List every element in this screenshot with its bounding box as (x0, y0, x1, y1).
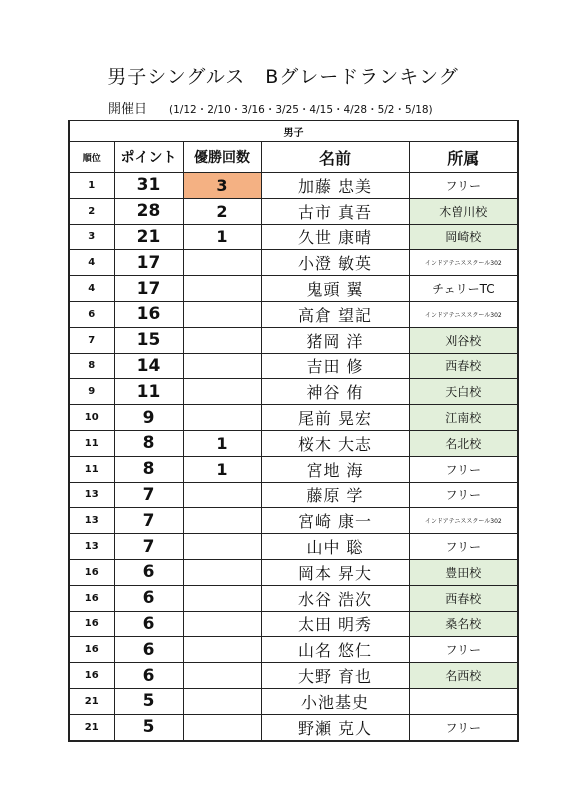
name-cell: 久世 康晴 (261, 224, 409, 250)
points-cell: 16 (114, 301, 183, 327)
table-row (69, 250, 518, 276)
name-cell: 神谷 侑 (261, 379, 409, 405)
rank-cell: 16 (69, 663, 114, 689)
club-cell: 西春校 (409, 585, 518, 611)
table-row (69, 688, 518, 714)
rank-cell: 16 (69, 637, 114, 663)
event-dates-list: (1/12・2/10・3/16・3/25・4/15・4/28・5/2・5/18) (169, 104, 433, 116)
club-cell: 名西校 (409, 663, 518, 689)
points-cell: 28 (114, 198, 183, 224)
rank-cell: 7 (69, 327, 114, 353)
club-cell: 岡崎校 (409, 224, 518, 250)
club-cell: 天白校 (409, 379, 518, 405)
rank-cell: 9 (69, 379, 114, 405)
table-row (69, 456, 518, 482)
table-row (69, 301, 518, 327)
ranking-table (68, 120, 519, 742)
points-cell: 6 (114, 637, 183, 663)
club-cell: チェリーTC (409, 276, 518, 302)
wins-cell (183, 353, 261, 379)
rank-cell: 21 (69, 714, 114, 740)
event-dates-label: 開催日 (108, 102, 148, 117)
table-row (69, 173, 518, 199)
points-cell: 8 (114, 456, 183, 482)
wins-cell (183, 688, 261, 714)
wins-cell (183, 534, 261, 560)
table-row (69, 663, 518, 689)
points-cell: 14 (114, 353, 183, 379)
rank-cell: 13 (69, 534, 114, 560)
points-cell: 21 (114, 224, 183, 250)
points-cell: 6 (114, 559, 183, 585)
rank-cell: 16 (69, 585, 114, 611)
rank-cell: 16 (69, 559, 114, 585)
wins-cell: 3 (183, 173, 261, 199)
name-cell: 藤原 学 (261, 482, 409, 508)
table-row (69, 508, 518, 534)
name-cell: 加藤 忠美 (261, 173, 409, 199)
wins-cell: 1 (183, 430, 261, 456)
points-cell: 7 (114, 508, 183, 534)
table-row (69, 276, 518, 302)
wins-cell: 1 (183, 224, 261, 250)
name-cell: 吉田 修 (261, 353, 409, 379)
rank-cell: 16 (69, 611, 114, 637)
rank-cell: 6 (69, 301, 114, 327)
table-row (69, 430, 518, 456)
points-cell: 9 (114, 405, 183, 431)
points-cell: 5 (114, 714, 183, 740)
table-row (69, 482, 518, 508)
club-cell: フリー (409, 637, 518, 663)
rank-cell: 21 (69, 688, 114, 714)
wins-cell (183, 250, 261, 276)
group-label: 男子 (69, 121, 518, 142)
table-row (69, 534, 518, 560)
name-cell: 野瀬 克人 (261, 714, 409, 740)
club-cell: 刈谷校 (409, 327, 518, 353)
name-cell: 古市 真吾 (261, 198, 409, 224)
table-row (69, 405, 518, 431)
name-cell: 水谷 浩次 (261, 585, 409, 611)
points-cell: 17 (114, 276, 183, 302)
club-cell: フリー (409, 173, 518, 199)
name-cell: 桜木 大志 (261, 430, 409, 456)
table-row (69, 637, 518, 663)
rank-cell: 11 (69, 456, 114, 482)
points-cell: 7 (114, 482, 183, 508)
wins-cell (183, 405, 261, 431)
club-cell: フリー (409, 482, 518, 508)
name-cell: 太田 明秀 (261, 611, 409, 637)
club-cell: 木曽川校 (409, 198, 518, 224)
rank-cell: 3 (69, 224, 114, 250)
club-cell: 桑名校 (409, 611, 518, 637)
name-cell: 高倉 望記 (261, 301, 409, 327)
club-cell: 名北校 (409, 430, 518, 456)
name-cell: 大野 育也 (261, 663, 409, 689)
table-row (69, 379, 518, 405)
points-cell: 8 (114, 430, 183, 456)
table-row (69, 585, 518, 611)
rank-cell: 1 (69, 173, 114, 199)
rank-cell: 8 (69, 353, 114, 379)
rank-cell: 2 (69, 198, 114, 224)
table-row (69, 224, 518, 250)
wins-cell: 2 (183, 198, 261, 224)
header-rank: 順位 (69, 142, 114, 173)
points-cell: 7 (114, 534, 183, 560)
name-cell: 尾前 晃宏 (261, 405, 409, 431)
club-cell: 江南校 (409, 405, 518, 431)
name-cell: 小澄 敏英 (261, 250, 409, 276)
club-cell: 西春校 (409, 353, 518, 379)
page-title: 男子シングルス Bグレードランキング (107, 66, 459, 88)
points-cell: 15 (114, 327, 183, 353)
table-row (69, 714, 518, 740)
wins-cell (183, 379, 261, 405)
club-cell: フリー (409, 456, 518, 482)
rank-cell: 11 (69, 430, 114, 456)
header-name: 名前 (261, 142, 409, 173)
name-cell: 宮地 海 (261, 456, 409, 482)
name-cell: 宮崎 康一 (261, 508, 409, 534)
wins-cell (183, 559, 261, 585)
club-cell: インドアテニススクール302 (409, 508, 518, 534)
wins-cell (183, 611, 261, 637)
points-cell: 6 (114, 611, 183, 637)
wins-cell (183, 663, 261, 689)
table-row (69, 559, 518, 585)
points-cell: 31 (114, 173, 183, 199)
header-wins: 優勝回数 (183, 142, 261, 173)
table-row (69, 198, 518, 224)
table-row (69, 611, 518, 637)
name-cell: 岡本 昇大 (261, 559, 409, 585)
header-points: ポイント (114, 142, 183, 173)
wins-cell (183, 482, 261, 508)
wins-cell (183, 585, 261, 611)
wins-cell: 1 (183, 456, 261, 482)
club-cell: フリー (409, 534, 518, 560)
club-cell: インドアテニススクール302 (409, 250, 518, 276)
rank-cell: 4 (69, 250, 114, 276)
name-cell: 鬼頭 翼 (261, 276, 409, 302)
points-cell: 5 (114, 688, 183, 714)
rank-cell: 13 (69, 482, 114, 508)
wins-cell (183, 714, 261, 740)
header-club: 所属 (409, 142, 518, 173)
name-cell: 山中 聡 (261, 534, 409, 560)
rank-cell: 4 (69, 276, 114, 302)
points-cell: 6 (114, 585, 183, 611)
rank-cell: 10 (69, 405, 114, 431)
name-cell: 山名 悠仁 (261, 637, 409, 663)
club-cell: 豊田校 (409, 559, 518, 585)
table-row (69, 327, 518, 353)
points-cell: 17 (114, 250, 183, 276)
wins-cell (183, 508, 261, 534)
wins-cell (183, 637, 261, 663)
club-cell (409, 688, 518, 714)
wins-cell (183, 301, 261, 327)
name-cell: 小池基史 (261, 688, 409, 714)
name-cell: 猪岡 洋 (261, 327, 409, 353)
column-header-row (69, 142, 518, 173)
ranking-rows (69, 173, 518, 741)
rank-cell: 13 (69, 508, 114, 534)
points-cell: 6 (114, 663, 183, 689)
club-cell: インドアテニススクール302 (409, 301, 518, 327)
table-row (69, 353, 518, 379)
wins-cell (183, 327, 261, 353)
points-cell: 11 (114, 379, 183, 405)
event-dates (108, 98, 433, 117)
group-header-row (69, 121, 518, 142)
club-cell: フリー (409, 714, 518, 740)
wins-cell (183, 276, 261, 302)
